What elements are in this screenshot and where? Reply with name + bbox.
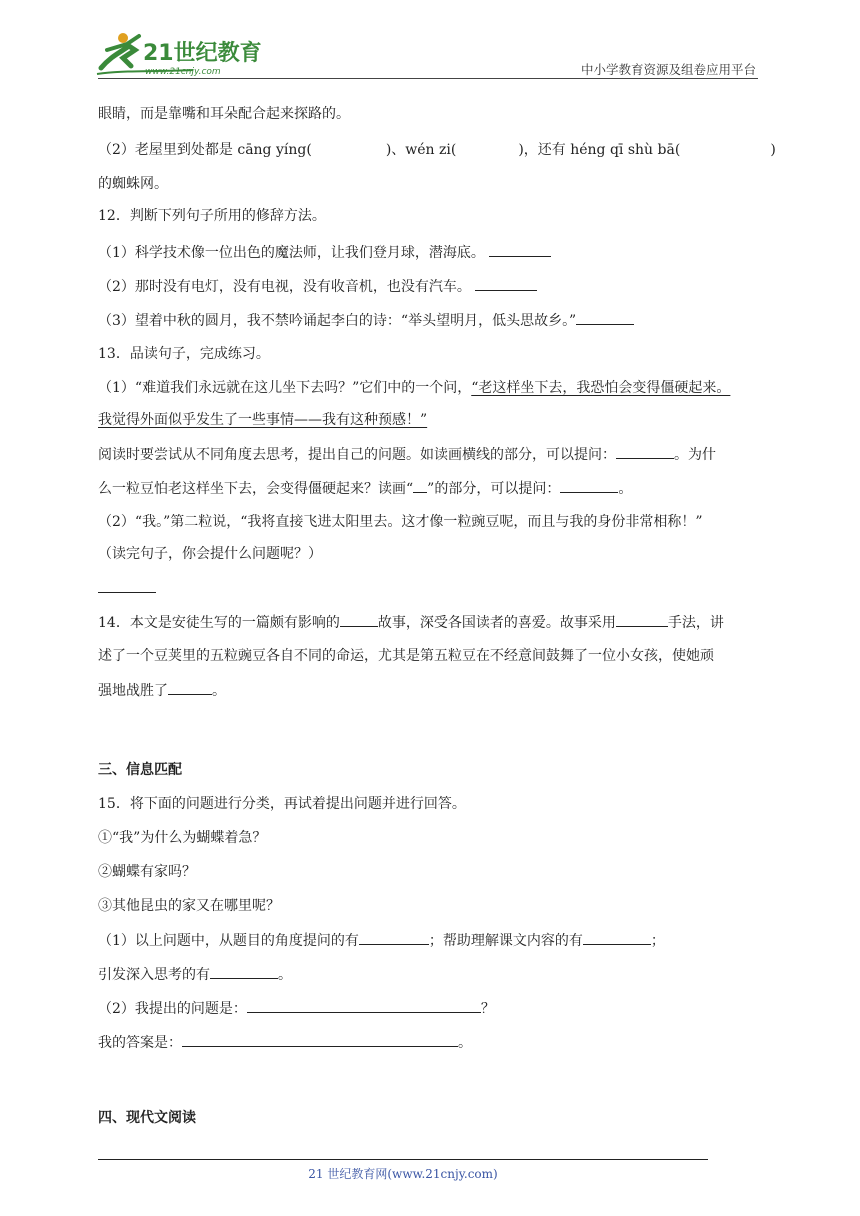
page-header [0,0,860,80]
question-15-1-cont: 引发深入思考的有 。 [98,964,292,985]
section-4-heading: 四、现代文阅读 [98,1110,196,1126]
question-15-item-1: ①“我”为什么为蝴蝶着急？ [98,830,267,846]
answer-blank[interactable] [182,1032,458,1047]
question-15-item-2: ②蝴蝶有家吗？ [98,864,196,880]
question-15: 15．将下面的问题进行分类，再试着提出问题并进行回答。 [98,796,466,812]
answer-blank[interactable] [489,242,551,257]
text-line: 的蜘蛛网。 [98,176,168,192]
question-13-prompt: 阅读时要尝试从不同角度去思考，提出自己的问题。如读画横线的部分，可以提问： 。为什 [98,444,716,465]
question-13: 13．品读句子，完成练习。 [98,346,270,362]
answer-blank[interactable] [413,478,427,493]
answer-blank[interactable] [210,964,278,979]
svg-text:21世纪教育: 21世纪教育 [143,41,262,66]
site-logo [93,30,263,78]
question-14-cont: 述了一个豆荚里的五粒豌豆各自不同的命运，尤其是第五粒豆在不经意间鼓舞了一位小女孩，使她顽 [98,648,714,664]
answer-blank[interactable] [560,478,618,493]
answer-blank[interactable] [98,578,156,593]
question-13-1: （1）“难道我们永远就在这儿坐下去吗？”它们中的一个问，“老这样坐下去，我恐怕会变得僵硬起来。 [98,380,731,396]
answer-blank[interactable] [247,998,481,1013]
header-divider [98,78,758,79]
question-15-2: （2）我提出的问题是： ？ [98,998,495,1019]
page-footer: 21 世纪教育网(www.21cnjy.com) [308,1167,498,1181]
question-12-2: （2）那时没有电灯，没有电视，没有收音机，也没有汽车。 [98,276,537,297]
answer-blank[interactable] [616,444,674,459]
question-13-1-cont [98,410,427,430]
answer-blank[interactable] [616,612,668,627]
question-12-3: （3）望着中秋的圆月，我不禁吟诵起李白的诗：“举头望明月，低头思故乡。” [98,310,634,331]
platform-name: 中小学教育资源及组卷应用平台 [580,62,756,77]
question-14: 14．本文是安徒生写的一篇颇有影响的 故事，深受各国读者的喜爱。故事采用 手法，讲 [98,612,724,633]
svg-text:www.21cnjy.com: www.21cnjy.com [145,67,221,77]
answer-blank[interactable] [583,930,651,945]
underlined-sentence: 我觉得外面似乎发生了一些事情——我有这种预感！” [98,412,428,428]
answer-blank[interactable] [576,310,634,325]
question-13-prompt-cont: 么一粒豆怕老这样坐下去，会变得僵硬起来？读画“ ”的部分，可以提问： 。 [98,478,632,499]
answer-blank[interactable] [168,680,212,695]
question-15-1: （1）以上问题中，从题目的角度提问的有 ；帮助理解课文内容的有 ； [98,930,665,951]
footer-divider [98,1159,708,1160]
runner-logo-icon [93,30,263,78]
answer-blank[interactable] [359,930,429,945]
text-line: 眼睛，而是靠嘴和耳朵配合起来探路的。 [98,106,350,122]
question-15-item-3: ③其他昆虫的家又在哪里呢？ [98,898,280,914]
question-15-answer: 我的答案是： 。 [98,1032,472,1053]
question-13-2: （2）“我。”第二粒说，“我将直接飞进太阳里去。这才像一粒豌豆呢，而且与我的身份非常相称！” [98,514,703,530]
pinyin-question-line: （2）老屋里到处都是 cāng yíng( )、wén zi( )，还有 héng qī shù bā( ) [98,142,776,158]
question-12-1: （1）科学技术像一位出色的魔法师，让我们登月球，潜海底。 [98,242,551,263]
question-13-2-answer [98,578,156,599]
question-12: 12．判断下列句子所用的修辞方法。 [98,208,326,224]
answer-blank[interactable] [340,612,378,627]
question-14-end: 强地战胜了 。 [98,680,226,701]
question-13-2-prompt: （读完句子，你会提什么问题呢？） [98,546,322,562]
section-3-heading: 三、信息匹配 [98,762,182,778]
underlined-sentence: “老这样坐下去，我恐怕会变得僵硬起来。 [471,380,731,396]
answer-blank[interactable] [475,276,537,291]
